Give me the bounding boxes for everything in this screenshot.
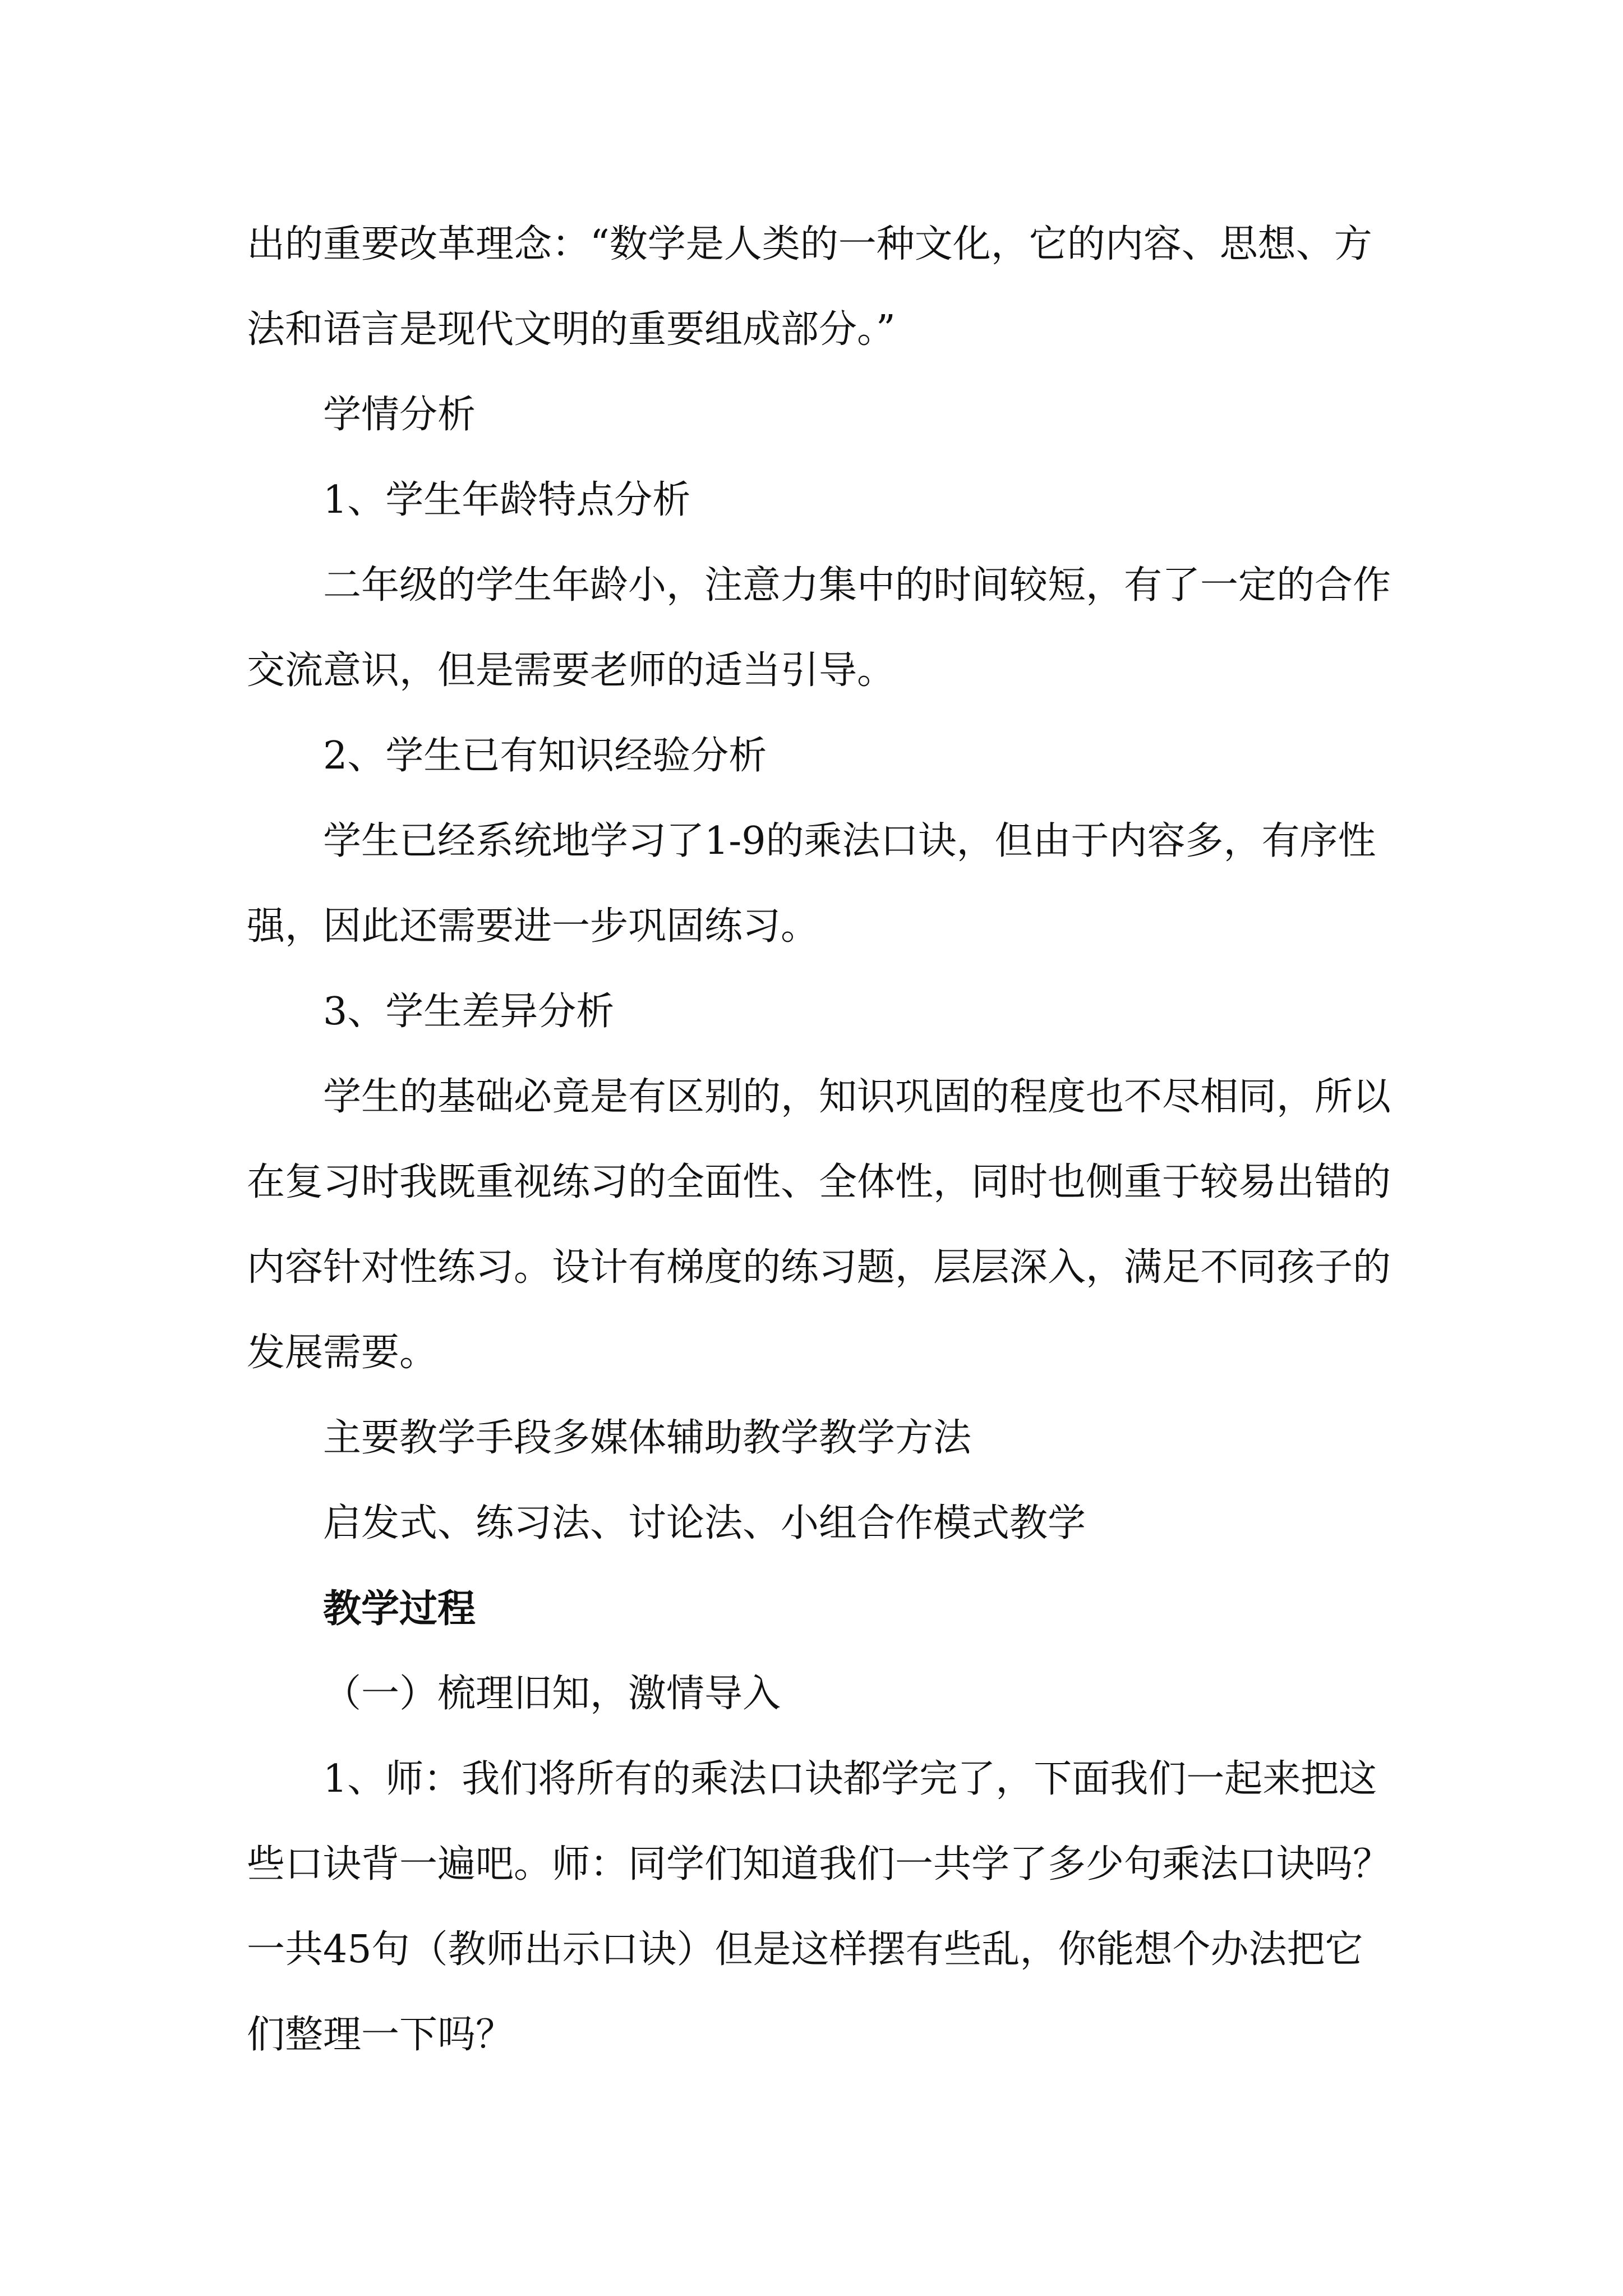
paragraph-teacher-dialogue: 1、师：我们将所有的乘法口诀都学完了，下面我们一起来把这些口诀背一遍吧。师：同学们知道我们一共学了多少句乘法口诀吗？一共45句（教师出示口诀）但是这样摆有些乱，你能想个办法把它们整理一下吗？ bbox=[247, 1757, 1391, 2057]
paragraph-age-characteristics: 二年级的学生年龄小，注意力集中的时间较短，有了一定的合作交流意识，但是需要老师的适当引导。 bbox=[247, 563, 1391, 693]
subheading-review-introduction: （一）梳理旧知，激情导入 bbox=[323, 1672, 781, 1716]
paragraph-prior-knowledge: 学生已经系统地学习了1-9的乘法口诀，但由于内容多，有序性强，因此还需要进一步巩固练习。 bbox=[247, 819, 1376, 949]
heading-student-analysis: 学情分析 bbox=[323, 393, 476, 437]
paragraph-reform-concept: 出的重要改革理念：“数学是人类的一种文化，它的内容、思想、方法和语言是现代文明的重要组成部分。” bbox=[247, 222, 1372, 352]
heading-teaching-process: 教学过程 bbox=[323, 1586, 476, 1631]
subheading-age-characteristics: 1、学生年龄特点分析 bbox=[323, 478, 691, 522]
paragraph-teaching-means: 主要教学手段多媒体辅助教学教学方法 bbox=[323, 1416, 972, 1460]
document-body bbox=[247, 202, 1391, 2078]
paragraph-student-differences: 学生的基础必竟是有区别的，知识巩固的程度也不尽相同，所以在复习时我既重视练习的全面性、全体性，同时也侧重于较易出错的内容针对性练习。设计有梯度的练习题，层层深入，满足不同孩子的发展需要。 bbox=[247, 1075, 1391, 1375]
paragraph-teaching-methods: 启发式、练习法、讨论法、小组合作模式教学 bbox=[323, 1501, 1086, 1545]
subheading-student-differences: 3、学生差异分析 bbox=[323, 990, 615, 1034]
subheading-prior-knowledge: 2、学生已有知识经验分析 bbox=[323, 734, 767, 778]
